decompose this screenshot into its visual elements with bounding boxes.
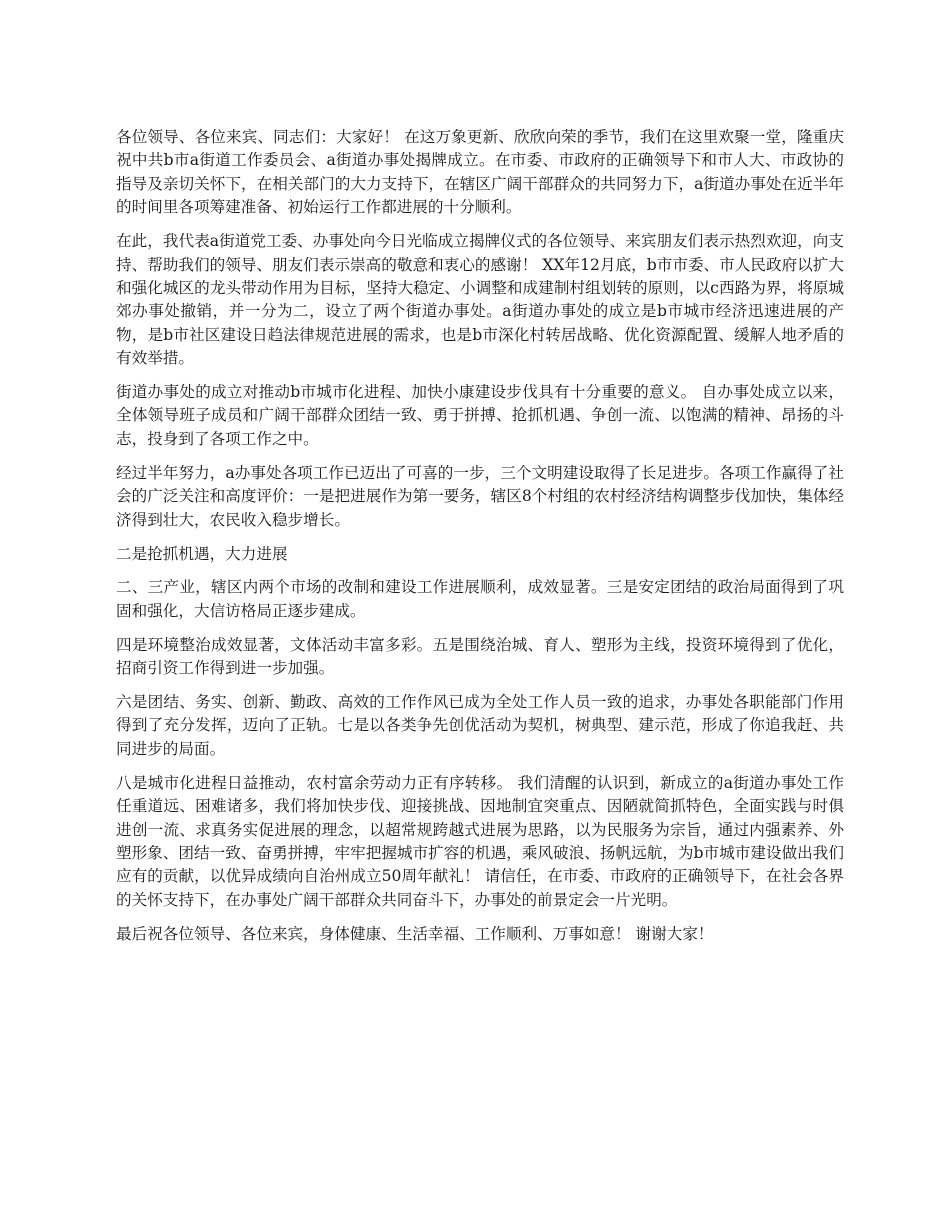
paragraph-point-six-seven: 六是团结、务实、创新、勤政、高效的工作作风已成为全处工作人员一致的追求，办事处各职能部门作用得到了充分发挥，迈向了正轨。七是以各类争先创优活动为契机，树典型、建示范，形成了你追我赶、共同进步的局面。 (116, 693, 844, 758)
paragraph-point-three: 二、三产业，辖区内两个市场的改制和建设工作进展顺利，成效显著。三是安定团结的政治局面得到了巩固和强化，大信访格局正逐步建成。 (116, 578, 844, 620)
paragraph-point-four-five: 四是环境整治成效显著，文体活动丰富多彩。五是围绕治城、育人、塑形为主线，投资环境得到了优化，招商引资工作得到进一步加强。 (116, 635, 844, 678)
paragraph-point-two: 二是抢抓机遇，大力进展 (116, 544, 288, 563)
paragraph-significance: 街道办事处的成立对推动b市城市化进程、加快小康建设步伐具有十分重要的意义。 自办事处成立以来，全体领导班子成员和广阔干部群众团结一致、勇于拼搏、抢抓机遇、争创一流、以饱满的精神、昂扬的斗志，投身到了各项工作之中。 (116, 383, 844, 448)
paragraph-point-eight: 八是城市化进程日益推动，农村富余劳动力正有序转移。 我们清醒的认识到，新成立的a街道办事处工作任重道远、困难诸多，我们将加快步伐、迎接挑战、因地制宜突重点、因陋就简抓特色，全面实践与时俱进创一流、求真务实促进展的理念，以超常规跨越式进展为思路，以为民服务为宗旨，通过内强素养、外塑形象、团结一致、奋勇拼搏，牢牢把握城市扩容的机遇，乘风破浪、扬帆远航，为b市城市建设做出我们应有的贡献，以优异成绩向自治州成立50周年献礼！ 请信任，在市委、市政府的正确领导下，在社会各界的关怀支持下，在办事处广阔干部群众共同奋斗下，办事处的前景定会一片光明。 (116, 773, 844, 909)
paragraph-closing: 最后祝各位领导、各位来宾，身体健康、生活幸福、工作顺利、万事如意！ 谢谢大家！ (116, 924, 714, 943)
paragraph-greeting: 各位领导、各位来宾、同志们：大家好！ 在这万象更新、欣欣向荣的季节，我们在这里欢聚一堂，隆重庆祝中共b市a街道工作委员会、a街道办事处揭牌成立。在市委、市政府的正确领导下和市人大、市政协的指导及亲切关怀下，在相关部门的大力支持下，在辖区广阔干部群众的共同努力下，a街道办事处在近半年的时间里各项筹建准备、初始运行工作都进展的十分顺利。 (116, 128, 844, 217)
document-body (116, 126, 844, 957)
paragraph-welcome: 在此，我代表a街道党工委、办事处向今日光临成立揭牌仪式的各位领导、来宾朋友们表示热烈欢迎，向支持、帮助我们的领导、朋友们表示崇高的敬意和衷心的感谢！ XX年12月底，b市市委、市人民政府以扩大和强化城区的龙头带动作用为目标，坚持大稳定、小调整和成建制村组划转的原则，以c西路为界，将原城郊办事处撤销，并一分为二，设立了两个街道办事处。a街道办事处的成立是b市城市经济迅速进展的产物，是b市社区建设日趋法律规范进展的需求，也是b市深化村转居战略、优化资源配置、缓解人地矛盾的有效举措。 (116, 232, 844, 368)
paragraph-achievements: 经过半年努力，a办事处各项工作已迈出了可喜的一步，三个文明建设取得了长足进步。各项工作赢得了社会的广泛关注和高度评价：一是把进展作为第一要务，辖区8个村组的农村经济结构调整步伐加快，集体经济得到壮大，农民收入稳步增长。 (116, 463, 844, 529)
